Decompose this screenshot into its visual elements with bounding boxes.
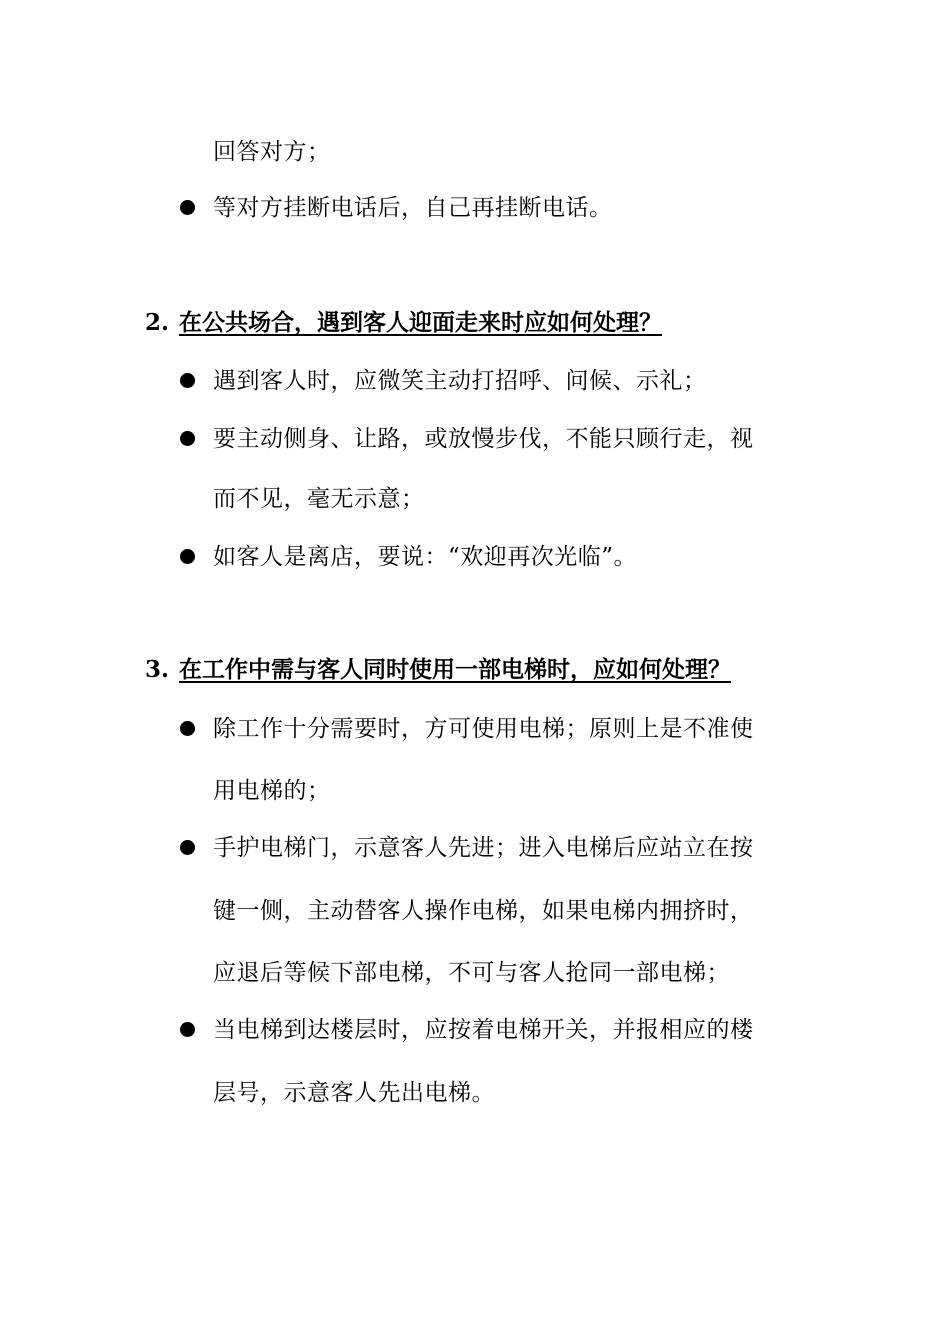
section-heading-3 — [145, 655, 743, 685]
bullet-icon — [180, 431, 195, 446]
bullet-icon — [180, 721, 195, 736]
bullet-icon — [180, 549, 195, 564]
section-heading-2 — [145, 308, 674, 338]
list-item: 等对方挂断电话后，自己再挂断电话。 — [213, 195, 613, 221]
section-number: 3. — [145, 656, 170, 683]
bullet-icon — [180, 840, 195, 855]
list-item: 遇到客人时，应微笑主动打招呼、问候、示礼； — [213, 368, 707, 394]
list-item-continuation: 而不见，毫无示意； — [213, 486, 425, 512]
list-item: 要主动侧身、让路，或放慢步伐，不能只顾行走，视 — [213, 426, 754, 452]
list-item: 当电梯到达楼层时，应按着电梯开关，并报相应的楼 — [213, 1017, 754, 1043]
bullet-icon — [180, 1022, 195, 1037]
section-title: 在工作中需与客人同时使用一部电梯时，应如何处理？ — [179, 656, 731, 683]
list-item: 除工作十分需要时，方可使用电梯；原则上是不准使 — [213, 716, 754, 742]
list-item: 手护电梯门，示意客人先进；进入电梯后应站立在按 — [213, 835, 754, 861]
continuation-line: 回答对方； — [213, 139, 331, 165]
list-item-continuation: 应退后等候下部电梯，不可与客人抢同一部电梯； — [213, 960, 730, 986]
list-item-continuation: 键一侧，主动替客人操作电梯，如果电梯内拥挤时， — [213, 898, 754, 924]
list-item: 如客人是离店，要说：“欢迎再次光临”。 — [213, 544, 638, 570]
section-number: 2. — [145, 309, 170, 336]
section-title: 在公共场合，遇到客人迎面走来时应如何处理？ — [179, 309, 662, 336]
bullet-icon — [180, 373, 195, 388]
list-item-continuation: 层号，示意客人先出电梯。 — [213, 1080, 495, 1106]
list-item-continuation: 用电梯的； — [213, 778, 331, 804]
bullet-icon — [180, 200, 195, 215]
